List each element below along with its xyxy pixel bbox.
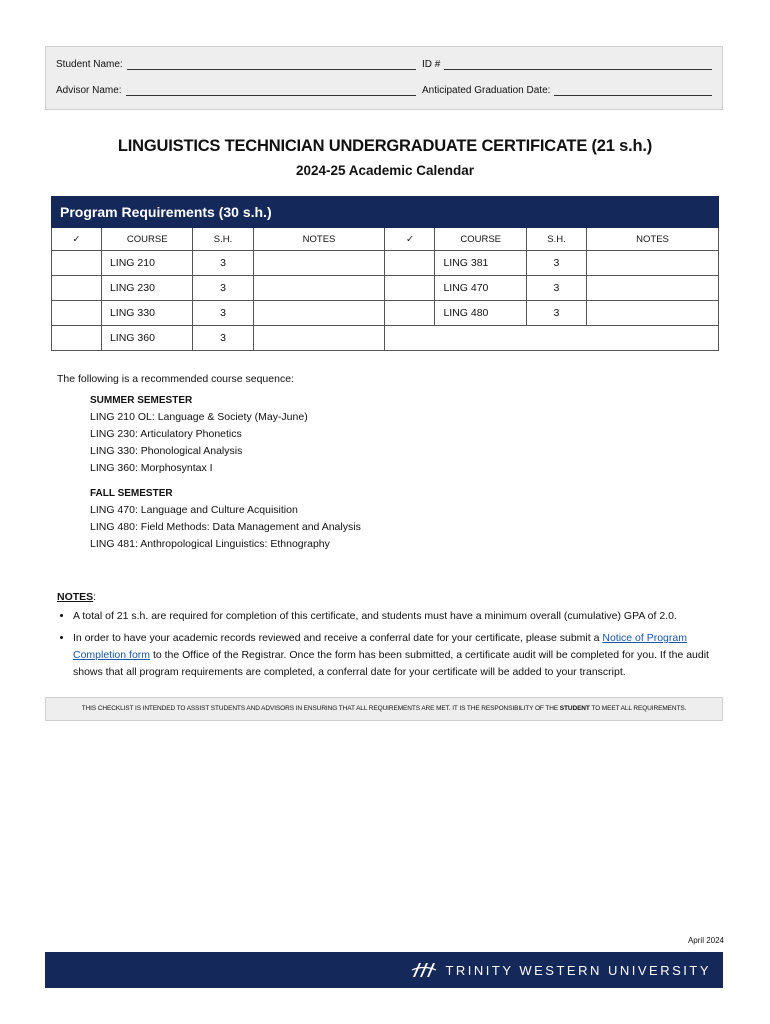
sequence-intro: The following is a recommended course sequence: bbox=[57, 373, 294, 385]
sh-cell: 3 bbox=[193, 251, 253, 276]
requirements-header bbox=[52, 197, 719, 228]
page-title: LINGUISTICS TECHNICIAN UNDERGRADUATE CERTIFICATE (21 s.h.) bbox=[117, 137, 653, 155]
completion-form-link[interactable]: Notice of Program Completion form bbox=[73, 632, 687, 661]
list-item: LING 480: Field Methods: Data Management and Analysis bbox=[90, 521, 361, 533]
note-text: A total of 21 s.h. are required for completion of this certificate, and students must have a minimum overall (cumulative) GPA of 2.0. bbox=[73, 610, 677, 622]
notes-column-header: NOTES bbox=[253, 228, 385, 251]
sh-column-header: S.H. bbox=[193, 228, 253, 251]
footer-bar bbox=[45, 952, 723, 988]
list-item: LING 330: Phonological Analysis bbox=[90, 445, 243, 457]
notes-cell[interactable] bbox=[587, 276, 719, 301]
table-row bbox=[52, 276, 719, 301]
table-row bbox=[52, 326, 719, 351]
fall-heading: FALL SEMESTER bbox=[90, 488, 173, 499]
requirements-heading: Program Requirements (30 s.h.) bbox=[52, 197, 719, 228]
notes-colon: : bbox=[93, 591, 97, 603]
list-item: LING 230: Articulatory Phonetics bbox=[90, 428, 242, 440]
sh-cell: 3 bbox=[526, 251, 586, 276]
student-name-label: Student Name: bbox=[56, 59, 123, 70]
check-cell[interactable] bbox=[52, 251, 102, 276]
course-cell: LING 381 bbox=[435, 251, 527, 276]
id-field bbox=[416, 59, 712, 70]
note-text-pre: In order to have your academic records reviewed and receive a conferral date for your certificate, please submit a bbox=[73, 632, 603, 644]
info-row-2 bbox=[56, 85, 712, 96]
student-name-field bbox=[56, 59, 416, 70]
course-sequence bbox=[57, 371, 361, 553]
note-text-post: to the Office of the Registrar. Once the form has been submitted, a certificate audit will be completed for you. If the audit shows that all program requirements are completed, a conferral date for your certificate will be added to your transcript. bbox=[73, 649, 709, 678]
advisor-name-field bbox=[56, 85, 416, 96]
table-row bbox=[52, 251, 719, 276]
sh-column-header: S.H. bbox=[526, 228, 586, 251]
advisor-name-label: Advisor Name: bbox=[56, 85, 122, 96]
course-cell: LING 230 bbox=[101, 276, 193, 301]
summer-block bbox=[90, 392, 361, 477]
course-column-header: COURSE bbox=[101, 228, 193, 251]
list-item: LING 210 OL: Language & Society (May-June) bbox=[90, 411, 308, 423]
notes-cell[interactable] bbox=[587, 251, 719, 276]
summer-heading: SUMMER SEMESTER bbox=[90, 395, 193, 406]
check-cell[interactable] bbox=[385, 251, 435, 276]
list-item: LING 360: Morphosyntax I bbox=[90, 462, 213, 474]
info-row-1 bbox=[56, 59, 712, 70]
advisor-name-line[interactable] bbox=[126, 85, 416, 96]
notes-heading-line bbox=[57, 589, 717, 606]
check-cell[interactable] bbox=[385, 276, 435, 301]
course-cell: LING 330 bbox=[101, 301, 193, 326]
notes-cell[interactable] bbox=[253, 251, 385, 276]
course-cell: LING 480 bbox=[435, 301, 527, 326]
sh-cell: 3 bbox=[193, 301, 253, 326]
id-label: ID # bbox=[422, 59, 441, 70]
grad-date-line[interactable] bbox=[554, 85, 712, 96]
disclaimer-post: TO MEET ALL REQUIREMENTS. bbox=[589, 705, 687, 712]
student-info-box bbox=[45, 46, 723, 110]
column-header-row bbox=[52, 228, 719, 251]
list-item bbox=[73, 630, 717, 681]
course-cell: LING 210 bbox=[101, 251, 193, 276]
university-logo bbox=[411, 961, 711, 979]
notes-heading: NOTES bbox=[57, 591, 94, 603]
disclaimer-pre: THIS CHECKLIST IS INTENDED TO ASSIST STUDENTS AND ADVISORS IN ENSURING THAT ALL REQUIREMENTS ARE MET. IT IS THE RESPONSIBILITY OF THE bbox=[81, 705, 560, 712]
sh-cell: 3 bbox=[193, 276, 253, 301]
check-cell[interactable] bbox=[52, 301, 102, 326]
disclaimer-box bbox=[45, 697, 723, 721]
check-cell[interactable] bbox=[385, 301, 435, 326]
empty-cell bbox=[385, 326, 719, 351]
fall-block bbox=[90, 485, 361, 553]
notes-list bbox=[57, 608, 717, 681]
id-line[interactable] bbox=[444, 59, 712, 70]
check-column-header: ✓ bbox=[385, 228, 435, 251]
notes-section bbox=[57, 589, 717, 686]
course-cell: LING 470 bbox=[435, 276, 527, 301]
sh-cell: 3 bbox=[526, 301, 586, 326]
grad-date-label: Anticipated Graduation Date: bbox=[422, 85, 551, 96]
table-row bbox=[52, 301, 719, 326]
list-item: LING 481: Anthropological Linguistics: Ethnography bbox=[90, 538, 330, 550]
page-subtitle: 2024-25 Academic Calendar bbox=[295, 163, 475, 178]
list-item bbox=[73, 608, 717, 625]
list-item: LING 470: Language and Culture Acquisition bbox=[90, 504, 298, 516]
check-column-header: ✓ bbox=[52, 228, 102, 251]
grad-date-field bbox=[416, 85, 712, 96]
notes-cell[interactable] bbox=[253, 326, 385, 351]
twu-mark-icon bbox=[411, 961, 437, 979]
notes-cell[interactable] bbox=[253, 276, 385, 301]
course-cell: LING 360 bbox=[101, 326, 193, 351]
notes-cell[interactable] bbox=[253, 301, 385, 326]
university-name: TRINITY WESTERN UNIVERSITY bbox=[445, 962, 711, 978]
sh-cell: 3 bbox=[526, 276, 586, 301]
check-cell[interactable] bbox=[52, 276, 102, 301]
disclaimer-bold: STUDENT bbox=[559, 705, 590, 712]
notes-cell[interactable] bbox=[587, 301, 719, 326]
requirements-table bbox=[51, 196, 719, 351]
student-name-line[interactable] bbox=[127, 59, 416, 70]
notes-column-header: NOTES bbox=[587, 228, 719, 251]
sh-cell: 3 bbox=[193, 326, 253, 351]
document-date: April 2024 bbox=[687, 936, 724, 945]
check-cell[interactable] bbox=[52, 326, 102, 351]
course-column-header: COURSE bbox=[435, 228, 527, 251]
